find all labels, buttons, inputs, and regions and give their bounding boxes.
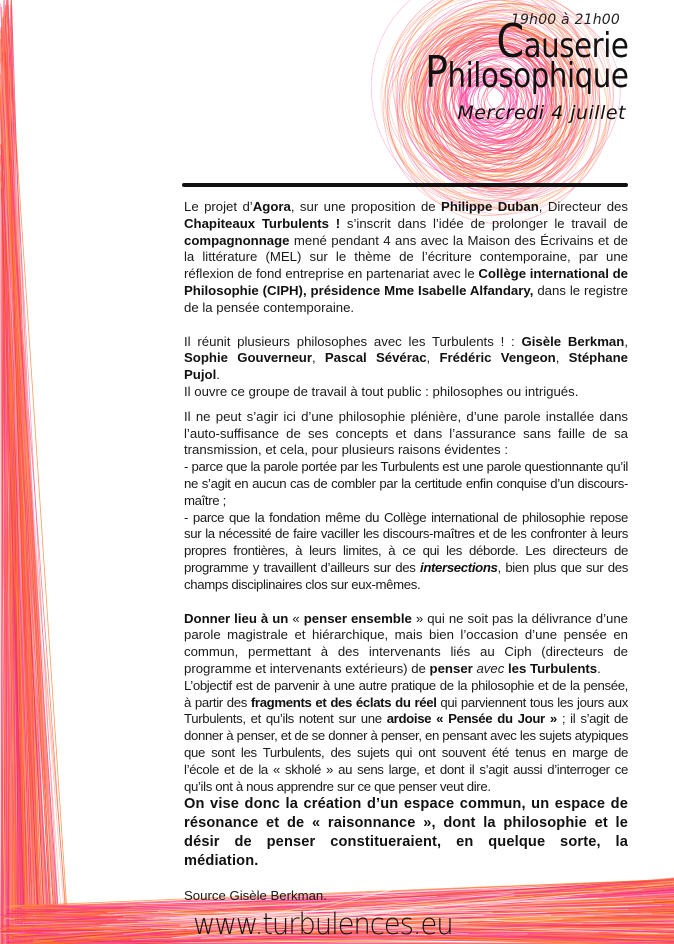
paragraph-conclusion: On vise donc la création d’un espace commun, un espace de résonance et de « raisonnance », dont la philosophie et le désir de penser constitueraient, en quelque sorte, la médiation. [184,796,628,870]
title-rest-2: hilosophique [447,56,628,96]
reason-1: - parce que la parole portée par les Turbulents est une parole questionnante qu’il ne s’agit en aucun cas de combler par la certitude enfin conquise d’un discours-maître ; [184,459,628,508]
title-capital-c: C [496,14,524,68]
paragraph-reasons: Il ne peut s’agir ici d’une philosophie plénière, d’une parole installée dans l’auto-suffisance de ses concepts et dans l’assurance sans faille de sa transmission, et cela, pour plusieurs raisons évidentes : [184,408,628,458]
event-header [0,0,674,180]
paragraph-penser-ensemble: Donner lieu à un « penser ensemble » qui ne soit pas la délivrance d’une parole magistrale et hiérarchique, mais bien l’occasion d’une pensée en commun, permettant à des intervenants liés au Ciph (directeurs de programme et intervenants extérieurs) de penser avec les Turbulents. [184,610,629,676]
paragraph-agora: Le projet d’Agora, sur une proposition de Philippe Duban, Directeur des Chapiteaux Turbulents ! s’inscrit dans l’idée de prolonger le travail de compagnonnage mené pendant 4 ans avec la Maison des Écrivains et de la littérature (MEL) sur le thème de l’écriture contemporaine, par une réflexion de fond entreprise en partenariat avec le Collège international de Philosophie (CIPH), présidence Mme Isabelle Alfandary, dans le registre de la pensée contemporaine. [184,199,628,315]
title-capital-p: P [424,47,448,98]
event-title-line-2 [424,47,628,98]
title-rest-1: auserie [523,26,628,66]
article-body [184,199,628,905]
event-time: 19h00 à 21h00 [510,12,620,28]
source-credit: Source Gisèle Berkman. [184,888,327,904]
reason-2: - parce que la fondation même du Collège international de philosophie repose sur la nécessité de faire vaciller les discours-maîtres et de les confronter à leurs propres frontières, à leurs limites, à ce qui les déborde. Les directeurs de programme y travaillent d’ailleurs sur des intersections, bien plus que sur des champs disciplinaires clos sur eux-mêmes. [184,509,628,592]
paragraph-philosophers: Il réunit plusieurs philosophes avec les Turbulents ! : Gisèle Berkman, Sophie Gouverneur, Pascal Sévérac, Frédéric Vengeon, Stéphane Pujol. [184,333,629,383]
header-divider [182,183,628,187]
event-date: Mercredi 4 juillet [457,102,626,124]
paragraph-objective: L’objectif est de parvenir à une autre pratique de la philosophie et de la pensée, à partir des fragments et des éclats du réel qui parviennent tous les jours aux Turbulents, et qu’ils notent sur une ardoise « Pensée du Jour » ; il s’agit de donner à penser, et de se donner à penser, en pensant avec les sujets atypiques que sont les Turbulents, des sujets qui ont souvent été tenus en marge de l’école et de la « skholé » au sens large, et dont il s’agit aussi d’interroger ce qu’ils ont à nous apprendre sur ce que penser veut dire. [184,677,628,794]
paragraph-public: Il ouvre ce groupe de travail à tout public : philosophes ou intrigués. [184,383,579,399]
website-link[interactable]: www.turbulences.eu [193,907,453,941]
